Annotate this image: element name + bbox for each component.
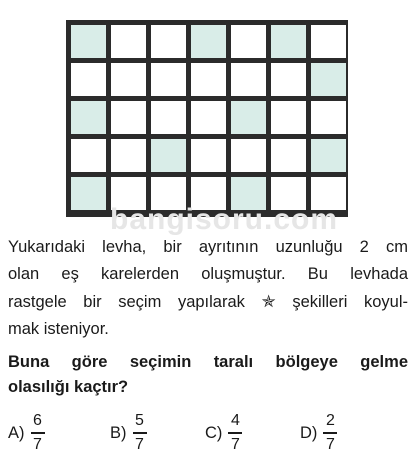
shaded-square	[311, 63, 346, 96]
description-line-2: olan eş karelerden oluşmuştur. Bu levhada	[8, 265, 408, 283]
option-d-fraction	[323, 412, 337, 453]
grid-square	[231, 63, 266, 96]
option-a-denominator: 7	[33, 435, 42, 453]
option-b[interactable]	[110, 408, 147, 458]
grid-square	[71, 63, 106, 96]
option-d-label: D)	[300, 423, 318, 442]
option-b-label: B)	[110, 423, 127, 442]
star-icon: ✯	[261, 292, 276, 311]
option-a-label: A)	[8, 423, 25, 442]
grid-square	[191, 63, 226, 96]
watermark: bangisoru.com	[110, 203, 339, 236]
shaded-square	[71, 177, 106, 210]
grid-square	[311, 25, 346, 58]
grid-square	[151, 101, 186, 134]
grid-square	[111, 63, 146, 96]
shaded-square	[311, 139, 346, 172]
option-d-denominator: 7	[325, 435, 335, 453]
option-d-numerator: 2	[325, 412, 335, 430]
option-a-numerator: 6	[33, 412, 42, 430]
square-grid-board	[66, 20, 348, 217]
problem-description	[8, 234, 408, 343]
description-line-1: Yukarıdaki levha, bir ayrıtının uzunluğu 2 cm	[8, 238, 408, 256]
grid-square	[191, 101, 226, 134]
answer-options	[8, 408, 408, 458]
fraction-bar	[323, 432, 337, 433]
fraction-bar	[228, 432, 242, 433]
description-line-3-end: şekilleri koyul-	[275, 293, 408, 311]
grid-square	[151, 25, 186, 58]
grid-square	[311, 101, 346, 134]
option-b-denominator: 7	[135, 435, 144, 453]
grid-square	[111, 139, 146, 172]
option-a[interactable]	[8, 408, 45, 458]
option-c-denominator: 7	[230, 435, 240, 453]
grid-square	[71, 139, 106, 172]
shaded-square	[271, 25, 306, 58]
grid-square	[191, 139, 226, 172]
description-line-3-start: rastgele bir seçim yapılarak	[8, 293, 262, 311]
grid-square	[271, 101, 306, 134]
option-c[interactable]	[205, 408, 242, 458]
grid-square	[111, 101, 146, 134]
shaded-square	[231, 101, 266, 134]
question-line-1: Buna göre seçimin taralı bölgeye gelme	[8, 353, 408, 371]
grid-square	[151, 63, 186, 96]
option-b-fraction	[133, 412, 147, 453]
description-line-4: mak isteniyor.	[8, 320, 109, 338]
shaded-square	[191, 25, 226, 58]
grid-square	[231, 25, 266, 58]
grid-square	[271, 139, 306, 172]
option-c-fraction	[228, 412, 242, 453]
shaded-square	[71, 25, 106, 58]
question-line-2: olasılığı kaçtır?	[8, 378, 129, 396]
option-c-numerator: 4	[230, 412, 240, 430]
shaded-square	[151, 139, 186, 172]
shaded-square	[71, 101, 106, 134]
grid-square	[271, 63, 306, 96]
question-text	[8, 350, 408, 400]
fraction-bar	[31, 432, 45, 433]
option-a-fraction	[31, 412, 45, 453]
grid-square	[111, 25, 146, 58]
fraction-bar	[133, 432, 147, 433]
option-d[interactable]	[300, 408, 337, 458]
grid-square	[231, 139, 266, 172]
option-b-numerator: 5	[135, 412, 144, 430]
description-line-3	[8, 288, 408, 316]
option-c-label: C)	[205, 423, 223, 442]
